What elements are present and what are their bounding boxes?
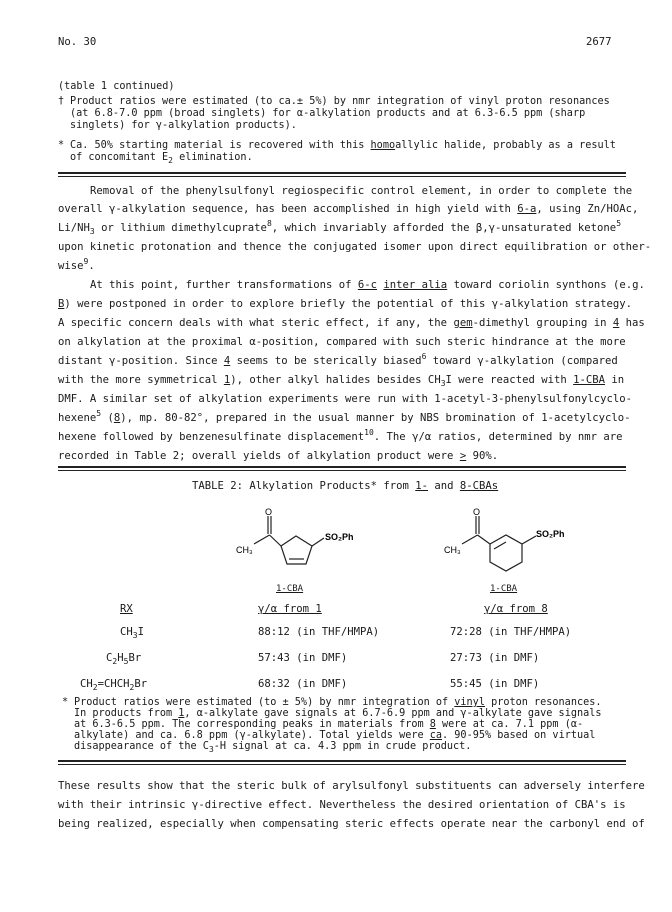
methyl-label: CH₃ [444, 545, 461, 555]
methyl-label: CH₃ [236, 545, 253, 555]
dagger-footnote-line: (at 6.8-7.0 ppm (broad singlets) for α-alkylation products and at 6.3-6.5 ppm (sharp [70, 108, 586, 119]
rx-cell: $CH_2=CHCH_2Br$ [80, 678, 148, 692]
divider [58, 176, 626, 177]
ratio-from-1-cell: 68:32 (in DMF) [258, 678, 348, 690]
ratio-from-8-cell: 72:28 (in THF/HMPA) [450, 626, 572, 638]
divider [58, 470, 626, 471]
divider [58, 172, 626, 174]
dagger-footnote-line: Product ratios were estimated (to ca.± 5%) by nmr integration of vinyl proton resonances [70, 96, 610, 107]
rx-cell: $C_2H_5Br$ [106, 652, 142, 666]
ratio-from-1-cell: 88:12 (in THF/HMPA) [258, 626, 380, 638]
star-footnote-mark: * [58, 140, 65, 151]
table1-continued-label: (table 1 continued) [58, 81, 175, 92]
divider [58, 760, 626, 762]
structure-2-cba [432, 504, 582, 584]
ratio-from-8-cell: 55:45 (in DMF) [450, 678, 540, 690]
column-header-from-8: γ/α from 8 [484, 603, 548, 615]
journal-number: No. 30 [58, 36, 97, 48]
carbonyl-oxygen-label: O [473, 507, 481, 517]
ratio-from-8-cell: 27:73 (in DMF) [450, 652, 540, 664]
page-number: 2677 [586, 36, 612, 48]
carbonyl-oxygen-label: O [265, 507, 273, 517]
divider [58, 466, 626, 468]
dagger-footnote-line: singlets) for γ-alkylation products). [70, 120, 297, 131]
structure-1-caption: 1-CBA [276, 584, 304, 594]
star-footnote-line: Ca. 50% starting material is recovered with this homoallylic halide, probably as a result [70, 140, 616, 151]
column-header-rx: RX [120, 603, 133, 615]
structure-2-caption: 1-CBA [490, 584, 518, 594]
divider [58, 764, 626, 765]
footnote-mark: * [62, 697, 69, 708]
ratio-from-1-cell: 57:43 (in DMF) [258, 652, 348, 664]
sulfonyl-label: SO₂Ph [325, 532, 354, 542]
structure-1-cba [226, 504, 366, 584]
table2-title: TABLE 2: Alkylation Products* from 1- and 8-CBAs [192, 480, 499, 492]
rx-cell: $CH_3I$ [120, 626, 144, 640]
dagger-footnote-mark: † [58, 96, 65, 107]
sulfonyl-label: SO₂Ph [536, 529, 565, 539]
column-header-from-1: γ/α from 1 [258, 603, 322, 615]
star-footnote-line: of concomitant $E_2$ elimination. [70, 152, 253, 165]
